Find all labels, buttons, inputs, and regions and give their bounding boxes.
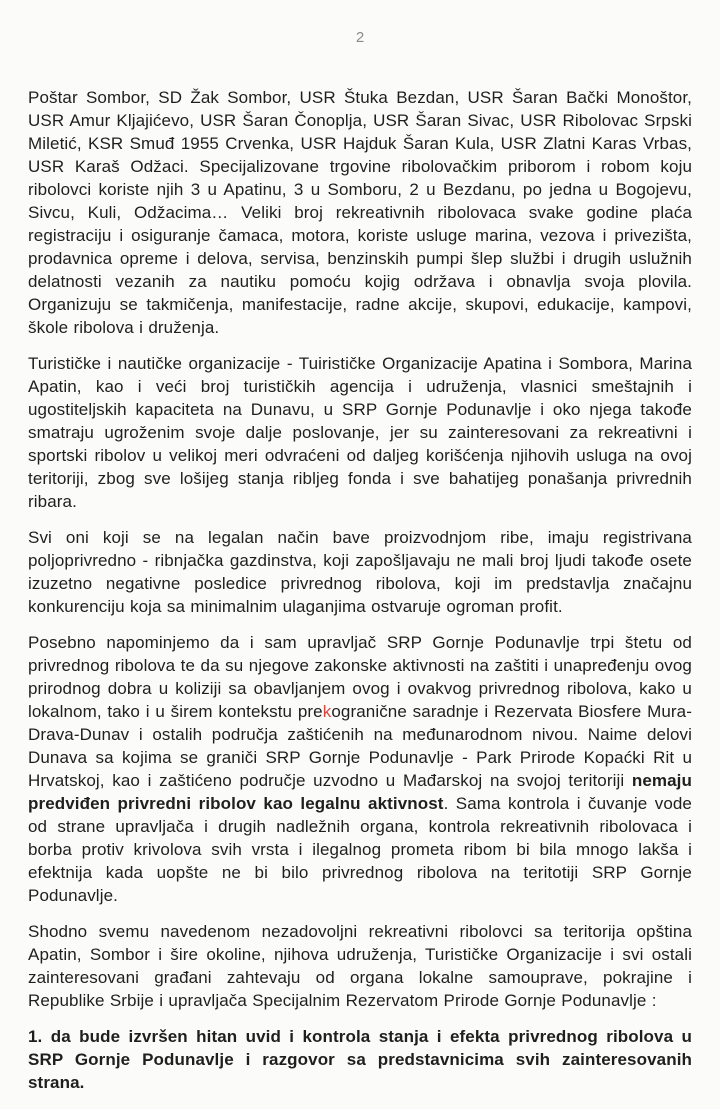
document-body — [28, 86, 692, 1094]
page-number: 2 — [355, 29, 365, 46]
text-run: ogranične saradnje i Rezervata Biosfere Mura-Drava-Dunav i ostalih područja zaštićenih na međunarodnom nivou. Naime delovi Dunava sa kojima se graniči SRP Gornje Podunavlje - Park Prirode Kopaćki Rit u Hrvatskoj, kao i zaštićeno područje uzvodno u Mađarskoj na svojoj teritoriji — [28, 702, 692, 790]
paragraph-1 — [28, 86, 692, 339]
text-run: . Sama kontrola i čuvanje vode od strane upravljača i drugih nadležnih organa, kontrola rekreativnih ribolovaca i borba protiv krivolova svih vrsta i ilegalnog prometa ribom bi bila mnogo lakša i efektnija kada uopšte ne bi bilo privrednog ribolova na teritotiji SRP Gornje Podunavlje. — [28, 794, 692, 905]
text-run: Posebno napominjemo da i sam upravljač SRP Gornje Podunavlje trpi štetu od privrednog ribolova te da su njegove zakonske aktivnosti na zaštiti i unapređenju ovog prirodnog dobra u koliziji sa obavljanjem ovog i ovakvog privrednog ribolova, kako u lokalnom, tako i u širem kontekstu pre — [28, 633, 692, 721]
paragraph-5 — [28, 920, 692, 1012]
paragraph-2 — [28, 352, 692, 513]
text-run: 1. da bude izvršen hitan uvid i kontrola stanja i efekta privrednog ribolova u SRP Gornje Podunavlje i razgovor sa predstavnicima svih zainteresovanih strana. — [28, 1027, 692, 1092]
paragraph-6 — [28, 1025, 692, 1094]
paragraph-4 — [28, 631, 692, 907]
paragraph-3 — [28, 526, 692, 618]
text-run: Poštar Sombor, SD Žak Sombor, USR Štuka Bezdan, USR Šaran Bački Monoštor, USR Amur Kljajićevo, USR Šaran Čonoplja, USR Šaran Sivac, USR Ribolovac Srpski Miletić, KSR Smuđ 1955 Crvenka, USR Hajduk Šaran Kula, USR Zlatni Karas Vrbas, USR Karaš Odžaci. Specijalizovane trgovine ribolovačkim priborom i robom koju ribolovci koriste njih 3 u Apatinu, 3 u Somboru, 2 u Bezdanu, po jedna u Bogojevu, Sivcu, Kuli, Odžacima… Veliki broj rekreativnih ribolovaca svake godine plaća registraciju i osiguranje čamaca, motora, koriste usluge marina, vezova i privezišta, prodavnica opreme i delova, servisa, benzinskih pumpi šlep službi i drugih uslužnih delatnosti vezanih za nautiku pomoću kojig održava i obnavlja svoja plovila. Organizuju se takmičenja, manifestacije, radne akcije, skupovi, edukacije, kampovi, škole ribolova i druženja. — [28, 88, 692, 337]
text-run: Shodno svemu navedenom nezadovoljni rekreativni ribolovci sa teritorija opština Apatin, Sombor i šire okoline, njihova udruženja, Turističke Organizacije i svi ostali zainteresovani građani zahtevaju od organa lokalne samouprave, pokrajine i Republike Srbije i upravljača Specijalnim Rezervatom Prirode Gornje Podunavlje : — [28, 922, 692, 1010]
text-run: nemaju predviđen privredni ribolov kao legalnu aktivnost — [28, 771, 692, 813]
text-run: Turističke i nautičke organizacije - Tuirističke Organizacije Apatina i Sombora, Marina Apatin, kao i veći broj turističkih agencija i udruženja, vlasnici smeštajnih i ugostiteljskih kapaciteta na Dunavu, u SRP Gornje Podunavlje i oko njega takođe smatraju ugroženim svoje dalje poslovanje, jer su zainteresovani za rekreativni i sportski ribolov u velikoj meri odvraćeni od daljeg korišćenja njihovih usluga na ovoj teritoriji, zbog sve lošijeg stanja ribljeg fonda i sve bahatijeg ponašanja privrednih ribara. — [28, 354, 692, 511]
text-run: Svi oni koji se na legalan način bave proizvodnjom ribe, imaju registrivana poljoprivredno - ribnjačka gazdinstva, koji zapošljavaju ne mali broj ljudi takođe osete izuzetno negativne posledice privrednog ribolova, koji im predstavlja značajnu konkurenciju koja sa minimalnim ulaganjima ostvaruje ogroman profit. — [28, 528, 692, 616]
spellcheck-red-letter: k — [322, 702, 332, 721]
